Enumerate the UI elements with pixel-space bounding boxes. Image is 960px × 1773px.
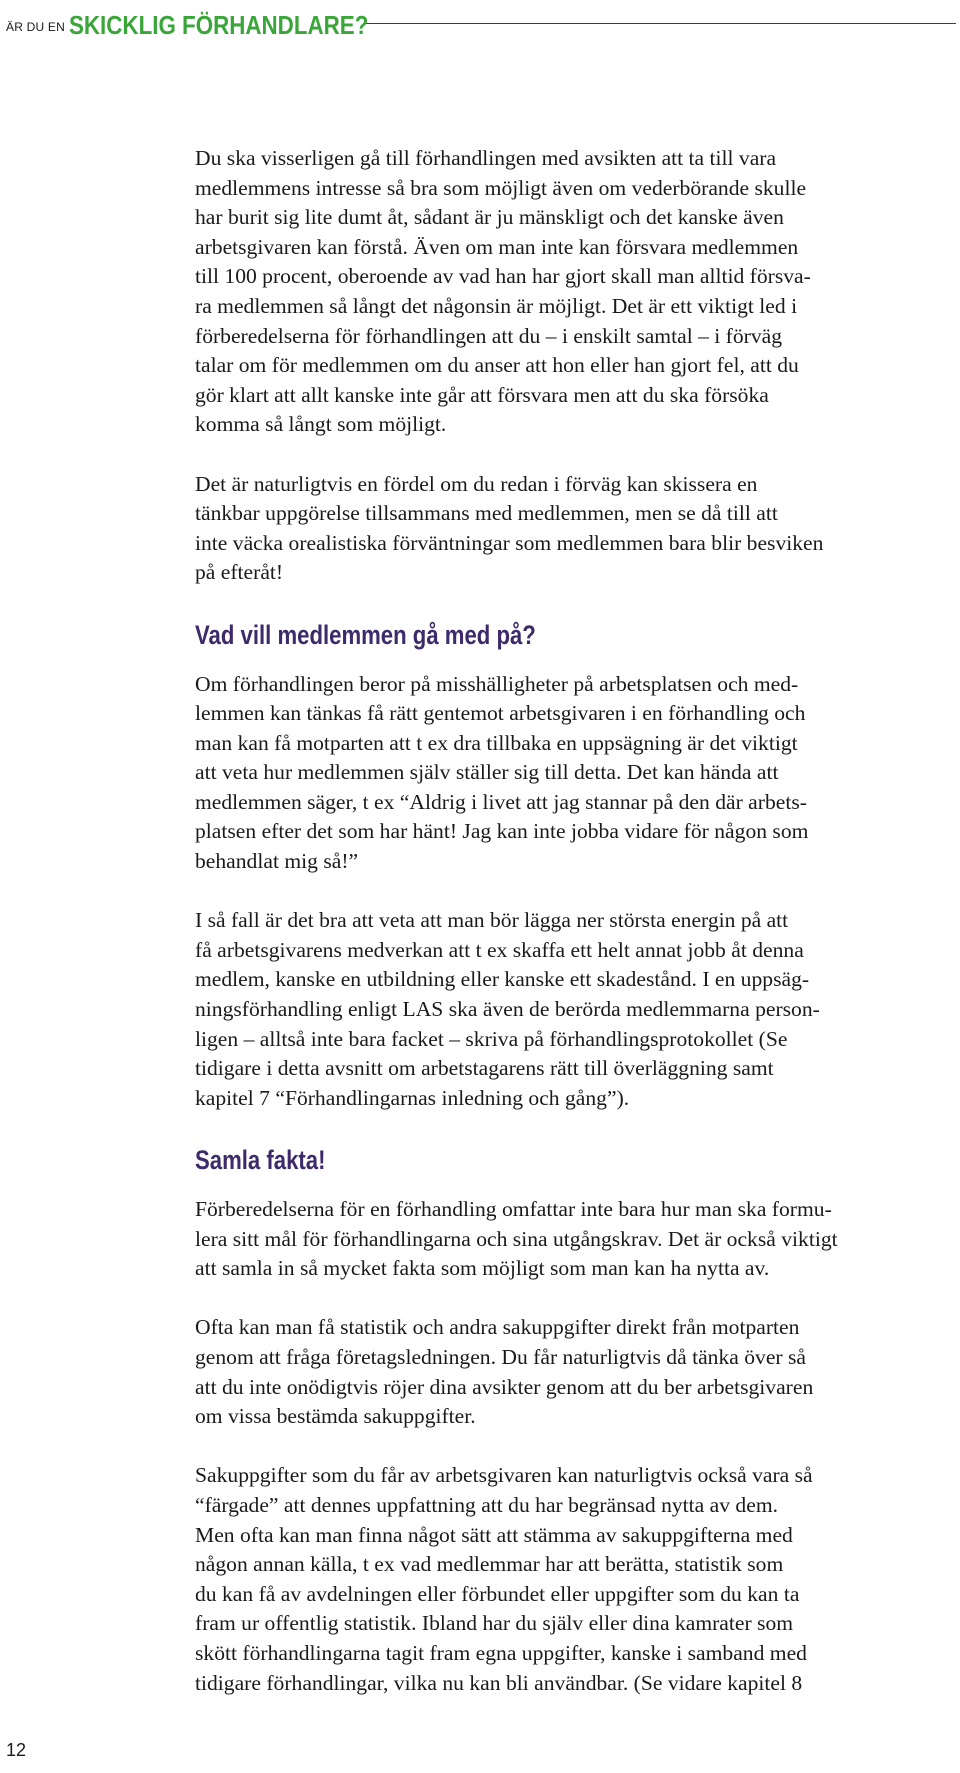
text-line: Du ska visserligen gå till förhandlingen med avsikten att ta till vara bbox=[195, 146, 777, 170]
text-line: tidigare förhandlingar, vilka nu kan bli användbar. (Se vidare kapitel 8 bbox=[195, 1670, 803, 1695]
text-line: Om förhandlingen beror på misshälligheter på arbetsplatsen och med- bbox=[195, 671, 799, 696]
header-prefix: ÄR DU EN bbox=[6, 20, 65, 34]
text-line: man kan få motparten att t ex dra tillbaka en uppsägning är det viktigt bbox=[195, 730, 798, 755]
text-line: förberedelserna för förhandlingen att du – i enskilt samtal – i förväg bbox=[195, 323, 783, 348]
section-heading: Vad vill medlemmen gå med på? bbox=[195, 619, 536, 650]
paragraph bbox=[195, 670, 955, 877]
text-line: arbetsgivaren kan förstå. Även om man inte kan försvara medlemmen bbox=[195, 234, 799, 259]
text-line: “färgade” att dennes uppfattning att du har begränsad nytta av dem. bbox=[195, 1492, 779, 1517]
text-line: ra medlemmen så långt det någonsin är möjligt. Det är ett viktigt led i bbox=[195, 293, 798, 318]
text-line: I så fall är det bra att veta att man bör lägga ner största energin på att bbox=[195, 908, 789, 933]
text-line: ningsförhandling enligt LAS ska även de berörda medlemmarna person- bbox=[195, 997, 820, 1022]
text-line: Men ofta kan man finna något sätt att stämma av sakuppgifterna med bbox=[195, 1522, 793, 1547]
text-line: gör klart att allt kanske inte går att försvara men att du ska försöka bbox=[195, 382, 769, 407]
text-line: medlemmens intresse så bra som möjligt även om vederbörande skulle bbox=[195, 175, 807, 200]
text-line: ligen – alltså inte bara facket – skriva på förhandlingsprotokollet (Se bbox=[195, 1026, 788, 1051]
text-line: fram ur offentlig statistik. Ibland har du själv eller dina kamrater som bbox=[195, 1611, 794, 1636]
section-heading: Samla fakta! bbox=[195, 1145, 326, 1175]
text-line: Sakuppgifter som du får av arbetsgivaren kan naturligtvis också vara så bbox=[195, 1463, 813, 1488]
text-line: att du inte onödigtvis röjer dina avsikter genom att du ber arbetsgivaren bbox=[195, 1374, 814, 1399]
text-line: skött förhandlingarna tagit fram egna uppgifter, kanske i samband med bbox=[195, 1640, 807, 1665]
text-line: på efteråt! bbox=[195, 560, 284, 585]
text-line: behandlat mig så!” bbox=[195, 849, 359, 874]
text-line: om vissa bestämda sakuppgifter. bbox=[195, 1404, 476, 1429]
page-number: 12 bbox=[6, 1740, 27, 1760]
text-line: genom att fråga företagsledningen. Du får naturligtvis då tänka över så bbox=[195, 1344, 807, 1369]
text-line: att veta hur medlemmen själv ställer sig till detta. Det kan hända att bbox=[195, 760, 779, 785]
text-line: medlem, kanske en utbildning eller kanske ett skadestånd. I en uppsäg- bbox=[195, 967, 810, 992]
text-line: få arbetsgivarens medverkan att t ex skaffa ett helt annat jobb åt denna bbox=[195, 937, 804, 962]
text-line: tänkbar uppgörelse tillsammans med medlemmen, men se då till att bbox=[195, 501, 778, 526]
body-text bbox=[195, 144, 955, 1728]
text-line: lera sitt mål för förhandlingarna och sina utgångskrav. Det är också viktigt bbox=[195, 1226, 838, 1251]
text-line: Det är naturligtvis en fördel om du redan i förväg kan skissera en bbox=[195, 471, 758, 496]
header-title: SKICKLIG FÖRHANDLARE? bbox=[68, 10, 369, 40]
paragraph bbox=[195, 1195, 955, 1284]
text-line: att samla in så mycket fakta som möjligt som man kan ha nytta av. bbox=[195, 1256, 770, 1281]
text-line: platsen efter det som har hänt! Jag kan inte jobba vidare för någon som bbox=[195, 819, 809, 844]
paragraph bbox=[195, 470, 955, 588]
text-line: tidigare i detta avsnitt om arbetstagarens rätt till överläggning samt bbox=[195, 1056, 774, 1081]
text-line: medlemmen säger, t ex “Aldrig i livet att jag stannar på den där arbets- bbox=[195, 789, 807, 814]
paragraph bbox=[195, 144, 955, 440]
text-line: komma så långt som möjligt. bbox=[195, 412, 447, 437]
text-line: inte väcka orealistiska förväntningar som medlemmen bara blir besviken bbox=[195, 530, 824, 555]
text-line: talar om för medlemmen om du anser att hon eller han gjort fel, att du bbox=[195, 353, 799, 378]
text-line: har burit sig lite dumt åt, sådant är ju mänskligt och det kanske även bbox=[195, 205, 784, 230]
text-line: Förberedelserna för en förhandling omfattar inte bara hur man ska formu- bbox=[195, 1197, 832, 1221]
running-header bbox=[6, 8, 956, 40]
text-line: lemmen kan tänkas få rätt gentemot arbetsgivaren i en förhandling och bbox=[195, 701, 806, 726]
text-line: kapitel 7 “Förhandlingarnas inledning och gång”). bbox=[195, 1085, 630, 1110]
paragraph bbox=[195, 1313, 955, 1431]
text-line: Ofta kan man få statistik och andra sakuppgifter direkt från motparten bbox=[195, 1315, 800, 1340]
text-line: du kan få av avdelningen eller förbundet eller uppgifter som du kan ta bbox=[195, 1581, 800, 1606]
text-line: till 100 procent, oberoende av vad han har gjort skall man alltid försva- bbox=[195, 264, 811, 289]
paragraph bbox=[195, 1461, 955, 1698]
text-line: någon annan källa, t ex vad medlemmar har att berätta, statistik som bbox=[195, 1552, 784, 1577]
paragraph bbox=[195, 906, 955, 1113]
header-rule bbox=[365, 23, 956, 24]
